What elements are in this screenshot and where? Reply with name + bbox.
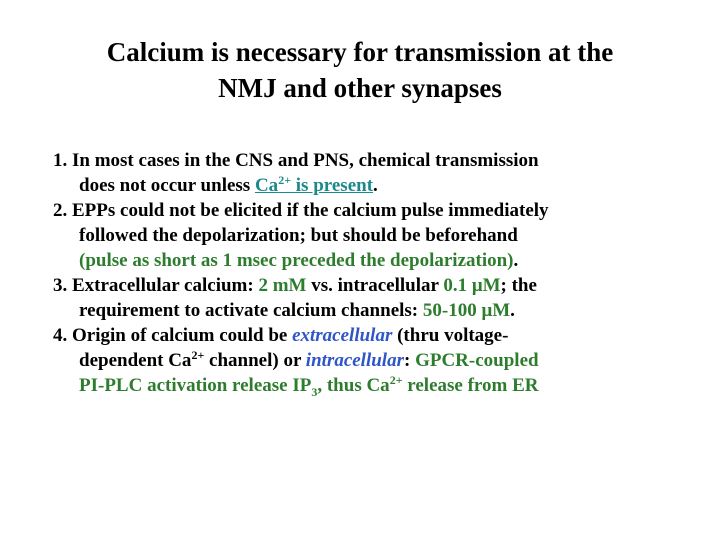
title-line-2: NMJ and other synapses: [218, 73, 502, 103]
intracellular-value: 0.1 μM: [443, 275, 501, 296]
point-3-line-2: requirement to activate calcium channels: 50-100 μM.: [79, 300, 515, 321]
extracellular-value: 2 mM: [258, 275, 307, 296]
point-4-line-3: PI-PLC activation release $IP_3$, thus $Ca^{2+}$ release from ER: [79, 373, 539, 399]
point-1-line-1: 1. In most cases in the CNS and PNS, chemical transmission: [53, 150, 539, 171]
point-2-line-3: (pulse as short as 1 msec preceded the depolarization).: [79, 250, 519, 271]
activation-range-value: 50-100 μM: [422, 300, 511, 321]
intracellular-term: intracellular: [305, 350, 404, 371]
point-3-line-1: 3. Extracellular calcium: 2 mM vs. intracellular 0.1 μM; the: [53, 275, 537, 296]
title-line-1: Calcium is necessary for transmission at the: [106, 37, 614, 67]
extracellular-term: extracellular: [292, 325, 393, 346]
point-2-line-1: 2. EPPs could not be elicited if the calcium pulse immediately: [53, 200, 549, 221]
point-1-line-2: does not occur unless $Ca^{2+}$ is present.: [79, 173, 378, 196]
gpcr-text: GPCR-coupled: [415, 350, 539, 371]
pulse-note: (pulse as short as 1 msec preceded the depolarization): [79, 250, 514, 271]
point-4-line-1: 4. Origin of calcium could be extracellular (thru voltage-: [53, 325, 509, 346]
slide-body: [53, 148, 703, 398]
point-2-line-2: followed the depolarization; but should be beforehand: [79, 225, 518, 246]
calcium-present-text: $Ca^{2+}$ is present: [254, 173, 374, 196]
point-4-line-2: dependent $Ca^{2+}$ channel) or intracellular: GPCR-coupled: [79, 348, 539, 371]
slide-title: [0, 34, 720, 106]
